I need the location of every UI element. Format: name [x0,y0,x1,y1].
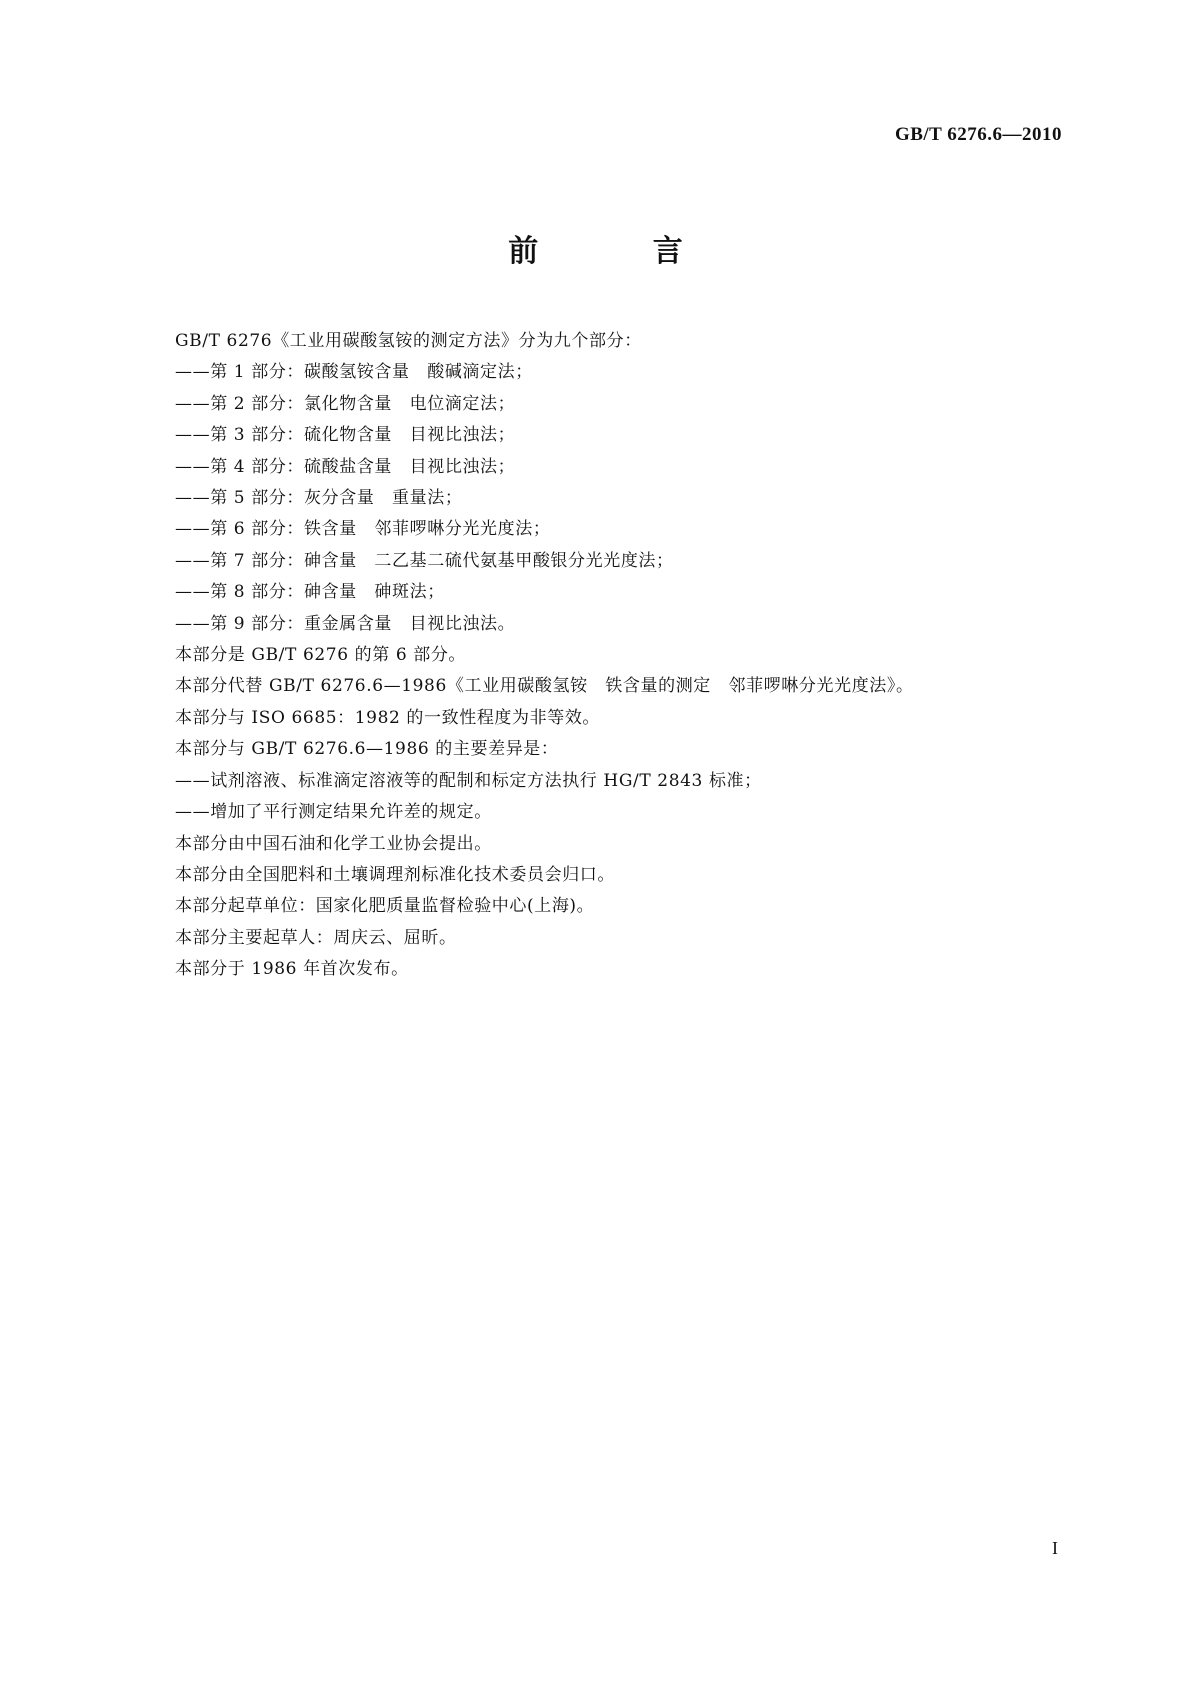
foreword-body [175,326,1075,986]
text-line: GB/T 6276《工业用碳酸氢铵的测定方法》分为九个部分： [175,331,642,351]
page-title: 前 言 [508,234,735,269]
text-line: 本部分与 ISO 6685：1982 的一致性程度为非等效。 [175,707,601,728]
list-item: ——第 4 部分：硫酸盐含量 目视比浊法； [175,456,516,477]
list-item: ——第 7 部分：砷含量 二乙基二硫代氨基甲酸银分光光度法； [175,550,674,571]
list-item: ——第 3 部分：硫化物含量 目视比浊法； [175,425,516,446]
list-item: ——第 1 部分：碳酸氢铵含量 酸碱滴定法； [175,362,533,383]
text-line: 本部分是 GB/T 6276 的第 6 部分。 [175,645,467,666]
list-item: ——第 9 部分：重金属含量 目视比浊法。 [175,613,516,634]
list-item: ——增加了平行测定结果允许差的规定。 [175,802,492,823]
standard-code: GB/T 6276.6—2010 [894,124,1062,145]
text-line: 本部分代替 GB/T 6276.6—1986《工业用碳酸氢铵 铁含量的测定 邻菲啰啉分光光度法》。 [175,676,914,697]
text-line: 本部分起草单位：国家化肥质量监督检验中心(上海)。 [175,896,595,917]
list-item: ——第 2 部分：氯化物含量 电位滴定法； [175,393,516,414]
text-line: 本部分于 1986 年首次发布。 [175,959,409,980]
text-line: 本部分由全国肥料和土壤调理剂标准化技术委员会归口。 [175,864,615,885]
text-line: 本部分主要起草人：周庆云、屈昕。 [175,927,457,948]
list-item: ——试剂溶液、标准滴定溶液等的配制和标定方法执行 HG/T 2843 标准； [175,770,762,791]
text-line: 本部分由中国石油和化学工业协会提出。 [175,833,492,854]
text-line: 本部分与 GB/T 6276.6—1986 的主要差异是： [175,739,559,760]
list-item: ——第 5 部分：灰分含量 重量法； [175,488,463,509]
list-item: ——第 8 部分：砷含量 砷斑法； [175,582,445,603]
list-item: ——第 6 部分：铁含量 邻菲啰啉分光光度法； [175,519,551,540]
page-number: I [1052,1538,1058,1558]
